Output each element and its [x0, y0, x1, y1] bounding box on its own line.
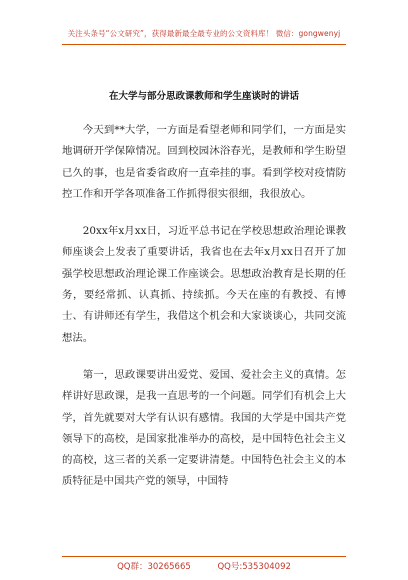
paragraph: 20xx年x月xx日，习近平总书记在学校思想政治理论课教师座谈会上发表了重要讲话，我省也在去年x月xx日召开了加强学校思想政治理论课工作座谈会。思想政治教育是长期的任务，要经常抓、认真抓、持续抓。今天在座的有教授、有博士、有讲师还有学生，我借这个机会和大家谈谈心，共同交流想法。 — [62, 225, 346, 344]
paragraph: 第一，思政课要讲出爱党、爱国、爱社会主义的真情。怎样讲好思政课，是我一直思考的一个问题。同学们有机会上大学，首先就要对大学有认识有感情。我国的大学是中国共产党领导下的高校，是国家批准举办的高校，是中国特色社会主义的高校，这三者的关系一定要讲清楚。中国特色社会主义的本质特征是中国共产党的领导，中国特 — [62, 368, 346, 488]
header-divider — [62, 44, 346, 45]
document-body — [62, 120, 346, 509]
header-banner: 关注头条号“公文研究”，获得最新最全最专业的公文资料库！ 微信：gongwenyj — [67, 29, 341, 38]
document-title: 在大学与部分思政课教师和学生座谈时的讲话 — [108, 91, 299, 102]
footer-qq-group: QQ群：30265665 — [117, 562, 191, 572]
footer-qq-number: QQ号:535304092 — [217, 562, 291, 572]
paragraph: 今天到**大学，一方面是看望老师和同学们，一方面是实地调研开学保障情况。回到校园沐浴春光，是教师和学生盼望已久的事，也是省委省政府一直牵挂的事。看到学校对疫情防控工作和开学各项准备工作抓得很实很细，我很放心。 — [62, 124, 346, 200]
footer — [0, 560, 408, 572]
footer-divider — [62, 556, 346, 557]
